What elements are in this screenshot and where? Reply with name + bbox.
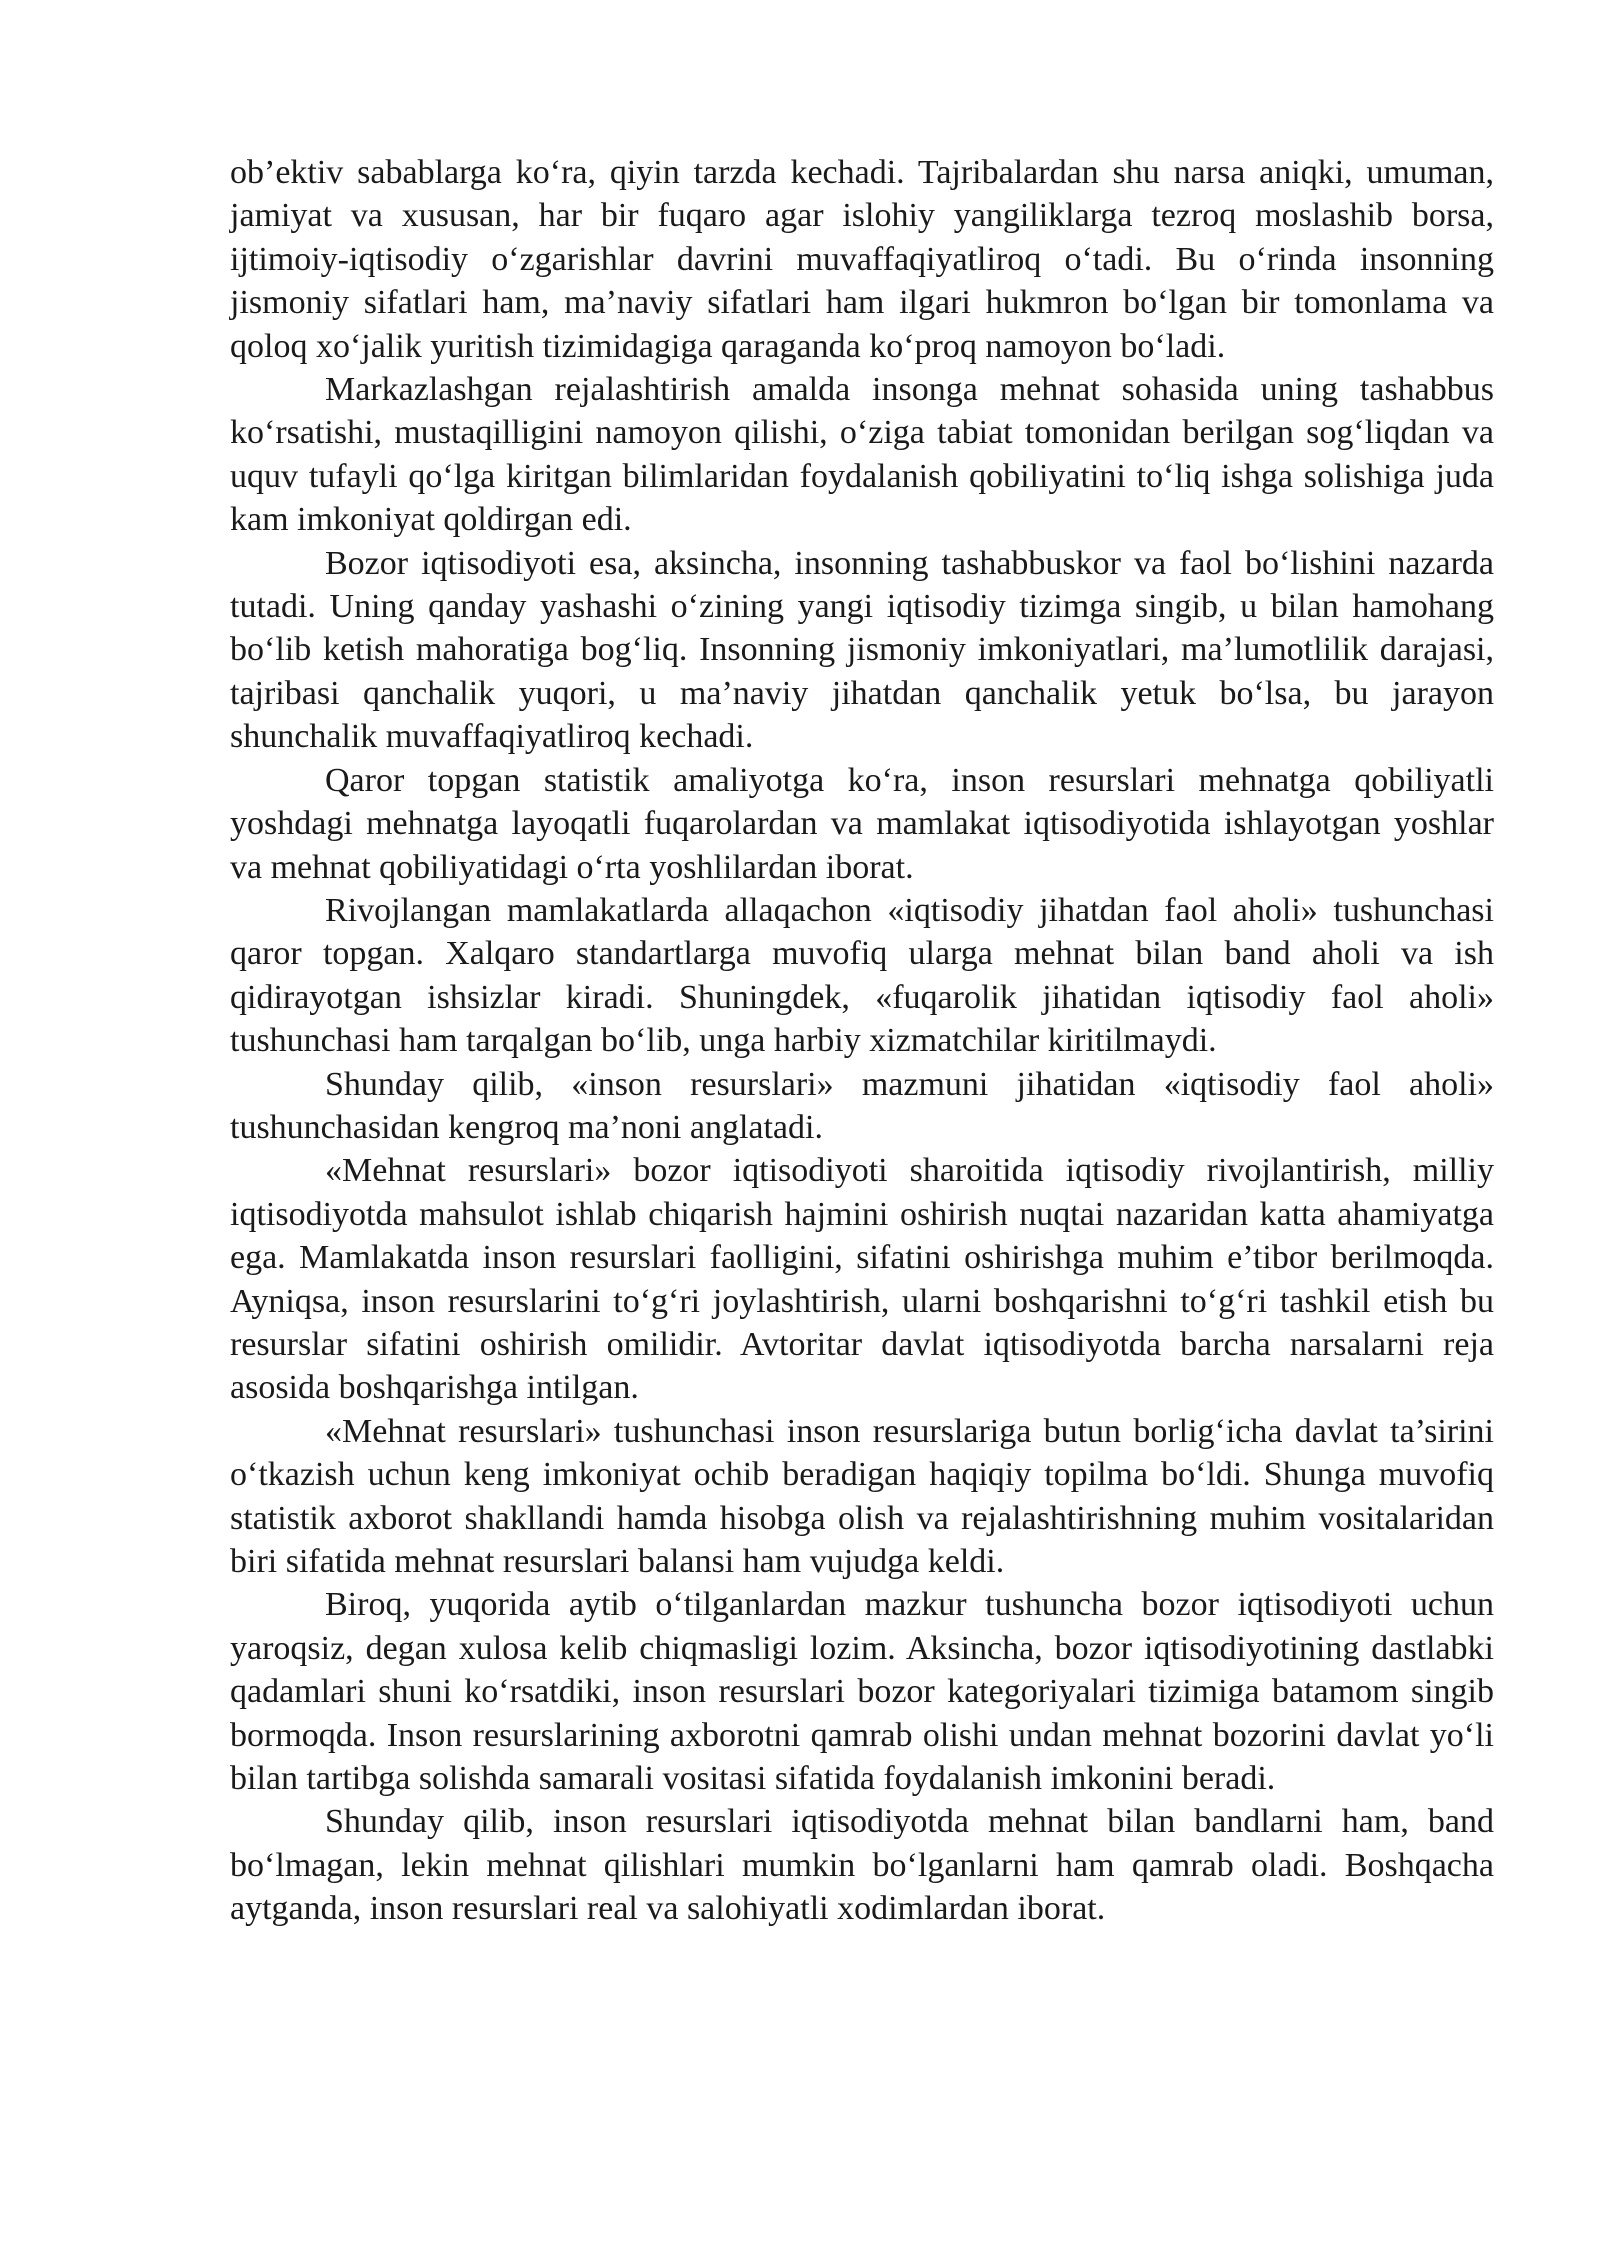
paragraph: «Mehnat resurslari» tushunchasi inson resurslariga butun borlig‘icha davlat ta’sirini o‘tkazish uchun keng imkoniyat ochib beradigan haqiqiy topilma bo‘ldi. Shunga muvofiq statistik axborot shakllandi hamda hisobga olish va rejalashtirishning muhim vositalaridan biri sifatida mehnat resurslari balansi ham vujudga keldi. bbox=[230, 1412, 1494, 1580]
paragraph: Qaror topgan statistik amaliyotga ko‘ra, inson resurslari mehnatga qobiliyatli yoshdagi mehnatga layoqatli fuqarolardan va mamlakat iqtisodiyotida ishlayotgan yoshlar va mehnat qobiliyatidagi o‘rta yoshlilardan iborat. bbox=[230, 761, 1494, 886]
paragraph: Markazlashgan rejalashtirish amalda insonga mehnat sohasida uning tashabbus ko‘rsatishi, mustaqilligini namoyon qilishi, o‘ziga tabiat tomonidan berilgan sog‘liqdan va uquv tufayli qo‘lga kiritgan bilimlaridan foydalanish qobiliyatini to‘liq ishga solishiga juda kam imkoniyat qoldirgan edi. bbox=[230, 371, 1494, 539]
document-page bbox=[230, 151, 1494, 1931]
paragraph: Shunday qilib, inson resurslari iqtisodiyotda mehnat bilan bandlarni ham, band bo‘lmagan, lekin mehnat qilishlari mumkin bo‘lganlarni ham qamrab oladi. Boshqacha aytganda, inson resurslari real va salohiyatli xodimlardan iborat. bbox=[230, 1803, 1494, 1928]
paragraph: Biroq, yuqorida aytib o‘tilganlardan mazkur tushuncha bozor iqtisodiyoti uchun yaroqsiz, degan xulosa kelib chiqmasligi lozim. Aksincha, bozor iqtisodiyotining dastlabki qadamlari shuni ko‘rsatdiki, inson resurslari bozor kategoriyalari tizimiga batamom singib bormoqda. Inson resurslarining axborotni qamrab olishi undan mehnat bozorini davlat yo‘li bilan tartibga solishda samarali vositasi sifatida foydalanish imkonini beradi. bbox=[230, 1586, 1494, 1798]
paragraph: Bozor iqtisodiyoti esa, aksincha, insonning tashabbuskor va faol bo‘lishini nazarda tutadi. Uning qanday yashashi o‘zining yangi iqtisodiy tizimga singib, u bilan hamohang bo‘lib ketish mahoratiga bog‘liq. Insonning jismoniy imkoniyatlari, ma’lumotlilik darajasi, tajribasi qanchalik yuqori, u ma’naviy jihatdan qanchalik yetuk bo‘lsa, bu jarayon shunchalik muvaffaqiyatliroq kechadi. bbox=[230, 544, 1494, 756]
paragraph: Shunday qilib, «inson resurslari» mazmuni jihatidan «iqtisodiy faol aholi» tushunchasidan kengroq ma’noni anglatadi. bbox=[230, 1065, 1494, 1146]
paragraph-continuation: ob’ektiv sabablarga ko‘ra, qiyin tarzda kechadi. Tajribalardan shu narsa aniqki, umuman, jamiyat va xususan, har bir fuqaro agar islohiy yangiliklarga tezroq moslashib borsa, ijtimoiy-iqtisodiy o‘zgarishlar davrini muvaffaqiyatliroq o‘tadi. Bu o‘rinda insonning jismoniy sifatlari ham, ma’naviy sifatlari ham ilgari hukmron bo‘lgan bir tomonlama va qoloq xo‘jalik yuritish tizimidagiga qaraganda ko‘proq namoyon bo‘ladi. bbox=[230, 154, 1494, 365]
paragraph: Rivojlangan mamlakatlarda allaqachon «iqtisodiy jihatdan faol aholi» tushunchasi qaror topgan. Xalqaro standartlarga muvofiq ularga mehnat bilan band aholi va ish qidirayotgan ishsizlar kiradi. Shuningdek, «fuqarolik jihatidan iqtisodiy faol aholi» tushunchasi ham tarqalgan bo‘lib, unga harbiy xizmatchilar kiritilmaydi. bbox=[230, 891, 1494, 1060]
paragraph: «Mehnat resurslari» bozor iqtisodiyoti sharoitida iqtisodiy rivojlantirish, milliy iqtisodiyotda mahsulot ishlab chiqarish hajmini oshirish nuqtai nazaridan katta ahamiyatga ega. Mamlakatda inson resurslari faolligini, sifatini oshirishga muhim e’tibor berilmoqda. Ayniqsa, inson resurslarini to‘g‘ri joylashtirish, ularni boshqarishni to‘g‘ri tashkil etish bu resurslar sifatini oshirish omilidir. Avtoritar davlat iqtisodiyotda barcha narsalarni reja asosida boshqarishga intilgan. bbox=[230, 1152, 1494, 1407]
